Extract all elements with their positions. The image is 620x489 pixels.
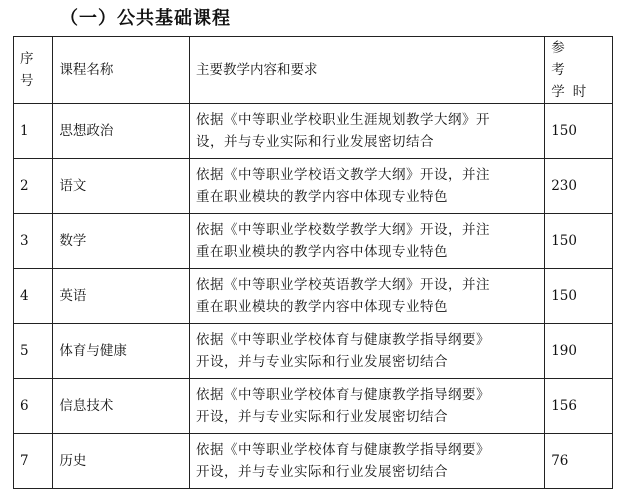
cell-content-line2: 开设，并与专业实际和行业发展密切结合 <box>195 409 448 425</box>
table-row <box>14 214 613 269</box>
cell-content <box>189 104 544 159</box>
cell-content <box>189 214 544 269</box>
section-title: （一）公共基础课程 <box>60 8 231 29</box>
table-row <box>14 324 613 379</box>
header-hours-line2: 学时 <box>551 84 595 100</box>
cell-seq: 7 <box>14 434 53 489</box>
cell-content-line2: 重在职业模块的教学内容中体现专业特色 <box>195 299 448 315</box>
header-content: 主要教学内容和要求 <box>189 37 544 104</box>
cell-content-line1: 依据《中等职业学校数学教学大纲》开设，并注 <box>195 222 490 238</box>
header-course-name: 课程名称 <box>53 37 190 104</box>
cell-seq: 3 <box>14 214 53 269</box>
cell-content-line1: 依据《中等职业学校体育与健康教学指导纲要》 <box>195 387 490 403</box>
table-row <box>14 269 613 324</box>
cell-hours: 230 <box>545 159 613 214</box>
cell-seq: 4 <box>14 269 53 324</box>
table-row <box>14 379 613 434</box>
cell-content <box>189 324 544 379</box>
cell-content <box>189 434 544 489</box>
cell-hours: 150 <box>545 104 613 159</box>
cell-content-line1: 依据《中等职业学校体育与健康教学指导纲要》 <box>195 332 490 348</box>
cell-course-name: 英语 <box>53 269 190 324</box>
cell-content-line1: 依据《中等职业学校体育与健康教学指导纲要》 <box>195 442 490 458</box>
cell-hours: 190 <box>545 324 613 379</box>
table-row <box>14 104 613 159</box>
cell-content <box>189 159 544 214</box>
cell-hours: 156 <box>545 379 613 434</box>
table-row <box>14 159 613 214</box>
cell-course-name: 历史 <box>53 434 190 489</box>
table-row <box>14 434 613 489</box>
cell-content-line2: 重在职业模块的教学内容中体现专业特色 <box>195 244 448 260</box>
cell-content-line1: 依据《中等职业学校英语教学大纲》开设，并注 <box>195 277 490 293</box>
cell-seq: 2 <box>14 159 53 214</box>
cell-hours: 150 <box>545 214 613 269</box>
cell-course-name: 思想政治 <box>53 104 190 159</box>
header-seq: 序号 <box>14 37 53 104</box>
cell-content-line2: 开设，并与专业实际和行业发展密切结合 <box>195 354 448 370</box>
cell-course-name: 语文 <box>53 159 190 214</box>
cell-seq: 1 <box>14 104 53 159</box>
cell-content <box>189 379 544 434</box>
cell-hours: 76 <box>545 434 613 489</box>
table-header-row <box>14 37 613 104</box>
cell-course-name: 体育与健康 <box>53 324 190 379</box>
cell-content-line2: 开设，并与专业实际和行业发展密切结合 <box>195 464 448 480</box>
header-hours <box>545 37 613 104</box>
cell-content-line1: 依据《中等职业学校语文教学大纲》开设，并注 <box>195 167 490 183</box>
cell-seq: 5 <box>14 324 53 379</box>
cell-content-line2: 设，并与专业实际和行业发展密切结合 <box>195 134 434 150</box>
cell-hours: 150 <box>545 269 613 324</box>
cell-seq: 6 <box>14 379 53 434</box>
cell-content-line1: 依据《中等职业学校职业生涯规划教学大纲》开 <box>195 112 490 128</box>
cell-content-line2: 重在职业模块的教学内容中体现专业特色 <box>195 189 448 205</box>
header-hours-line1: 参 考 <box>551 40 573 78</box>
cell-course-name: 信息技术 <box>53 379 190 434</box>
cell-content <box>189 269 544 324</box>
cell-course-name: 数学 <box>53 214 190 269</box>
course-table <box>13 36 613 489</box>
